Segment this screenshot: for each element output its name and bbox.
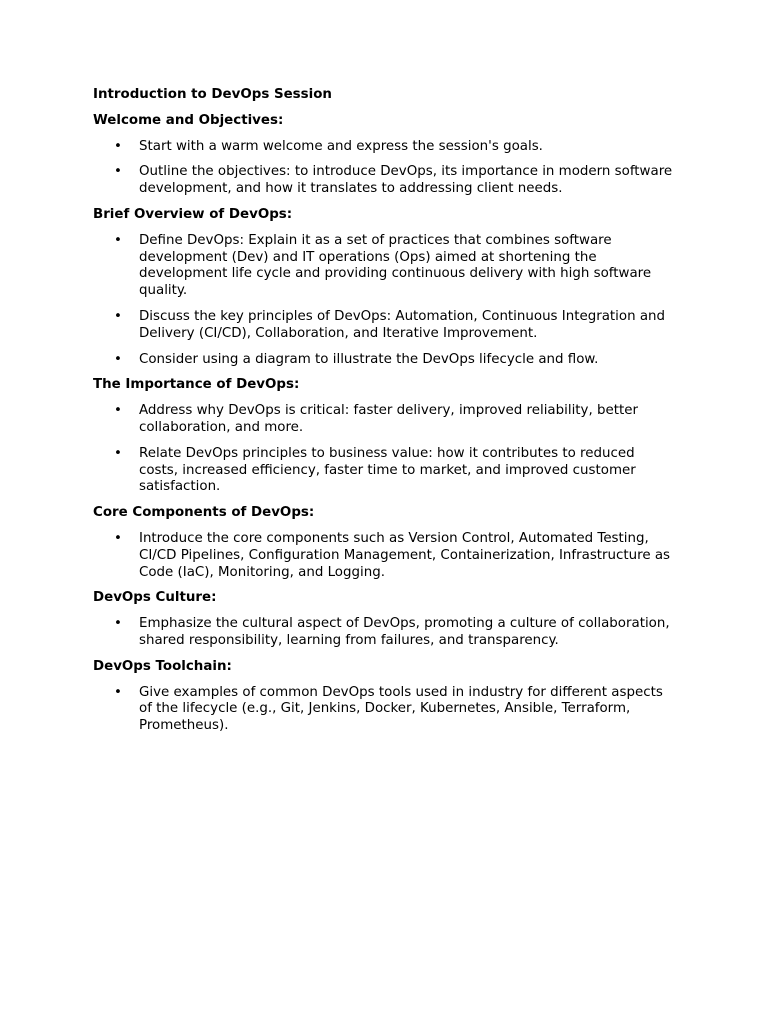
section-toolchain: [93, 659, 673, 735]
list-item: [93, 352, 673, 369]
list-item: [93, 446, 673, 496]
bullet-list: [93, 403, 673, 496]
list-item: [93, 403, 673, 437]
list-item: [93, 685, 673, 735]
list-item-text: Outline the objectives: to introduce DevOps, its importance in modern software development, and how it translates to addressing client needs.: [139, 164, 673, 197]
section-culture: [93, 590, 673, 649]
list-item-text: Give examples of common DevOps tools used in industry for different aspects of the lifecycle (e.g., Git, Jenkins, Docker, Kubernetes, Ansible, Terraform, Prometheus).: [139, 684, 663, 734]
bullet-icon: •: [114, 232, 122, 248]
bullet-icon: •: [114, 616, 122, 632]
list-item: [93, 164, 673, 198]
list-item-text: Address why DevOps is critical: faster delivery, improved reliability, better collaboration, and more.: [139, 403, 638, 435]
bullet-icon: •: [114, 308, 122, 324]
bullet-list: [93, 531, 673, 581]
list-item-text: Introduce the core components such as Version Control, Automated Testing, CI/CD Pipelines, Configuration Management, Containerization, Infrastructure as Code (IaC), Monitoring, and Logging.: [139, 530, 671, 580]
list-item: [93, 233, 673, 300]
list-item: [93, 531, 673, 581]
section-heading: Welcome and Objectives:: [93, 112, 284, 128]
bullet-icon: •: [114, 403, 122, 419]
bullet-list: [93, 139, 673, 198]
bullet-icon: •: [114, 684, 122, 700]
bullet-icon: •: [114, 164, 122, 180]
section-heading: Brief Overview of DevOps:: [93, 206, 293, 222]
bullet-icon: •: [114, 138, 122, 154]
section-welcome-objectives: [93, 113, 673, 198]
list-item-text: Consider using a diagram to illustrate the DevOps lifecycle and flow.: [139, 351, 599, 367]
document-page: [93, 87, 673, 744]
section-heading: The Importance of DevOps:: [93, 377, 300, 393]
list-item-text: Discuss the key principles of DevOps: Automation, Continuous Integration and Delivery (CI/CD), Collaboration, and Iterative Improvement.: [139, 308, 666, 341]
bullet-list: [93, 685, 673, 735]
section-brief-overview: [93, 207, 673, 368]
section-importance: [93, 377, 673, 496]
list-item: [93, 616, 673, 650]
list-item-text: Relate DevOps principles to business value: how it contributes to reduced costs, increased efficiency, faster time to market, and improved customer satisfaction.: [139, 445, 636, 495]
bullet-icon: •: [114, 445, 122, 461]
bullet-list: [93, 233, 673, 369]
section-heading: DevOps Toolchain:: [93, 658, 232, 674]
list-item: [93, 139, 673, 156]
list-item-text: Define DevOps: Explain it as a set of practices that combines software development (Dev) and IT operations (Ops) aimed at shortening the development life cycle and providing continuous delivery with high software quality.: [139, 232, 652, 299]
bullet-icon: •: [114, 351, 122, 367]
list-item: [93, 309, 673, 343]
section-heading: DevOps Culture:: [93, 590, 217, 606]
bullet-list: [93, 616, 673, 650]
bullet-icon: •: [114, 530, 122, 546]
section-core-components: [93, 505, 673, 581]
section-heading: Core Components of DevOps:: [93, 505, 315, 521]
list-item-text: Emphasize the cultural aspect of DevOps, promoting a culture of collaboration, shared responsibility, learning from failures, and transparency.: [139, 616, 670, 648]
list-item-text: Start with a warm welcome and express the session's goals.: [139, 138, 543, 154]
document-title: Introduction to DevOps Session: [93, 87, 332, 102]
